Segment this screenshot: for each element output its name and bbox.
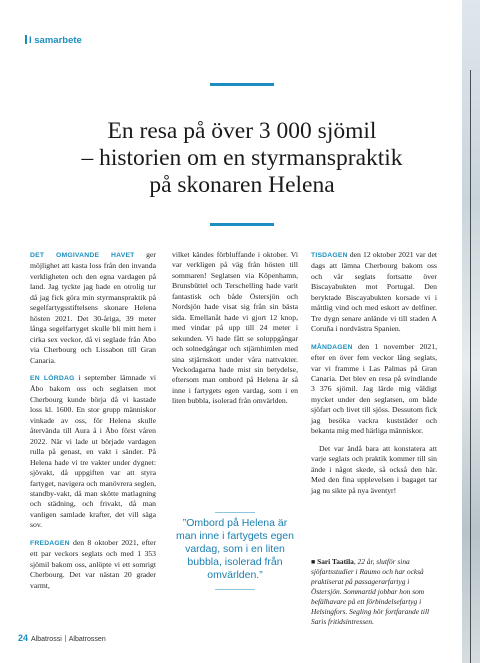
paragraph-text: ger möjlighet att kasta loss från den invanda verkligheten och den egna vardagen på land. Jag tyckte jag hade en otrolig tur då jag fick göra min styrmanspraktik på segelfartygsstiftelsens skonare Helena hösten 2021. Det 30-åriga, 39 meter långa segelfartyget skulle bli mitt hem i cirka sex veckor, då vi seglade från Åbo via Cherbourg och Lissabon till Gran Canaria. <box>30 250 156 365</box>
lead-in: DET OMGIVANDE HAVET <box>30 252 135 259</box>
quote-rule-top <box>215 512 255 513</box>
paragraph <box>30 373 156 531</box>
headline-line-1: En resa på över 3 000 sjömil <box>107 118 377 144</box>
lead-in: TISDAGEN <box>311 252 348 259</box>
facing-page-photo-edge <box>462 0 480 663</box>
lead-in: MÅNDAGEN <box>311 343 353 351</box>
quote-rule-bottom <box>215 589 255 590</box>
magazine-name-fi: Albatrossi <box>31 636 62 643</box>
paragraph <box>30 538 156 591</box>
lead-in: EN LÖRDAG <box>30 374 75 382</box>
author-bio-text: , 22 år, slutför sina sjöfartsstudier i Raumo och har också praktiserat på passagerarfartyg i Östersjön. Sommartid jobbar hon som befälhavare på ett förbindelsefartyg i Helsingfors. Segling hör fortfarande till Saris fritidsintressen. <box>311 557 430 626</box>
page-footer <box>18 633 106 643</box>
article-column-3 <box>311 250 437 503</box>
lead-in: FREDAGEN <box>30 539 70 547</box>
section-marker <box>25 35 27 44</box>
paragraph-text: i september lämnade vi Åbo bakom oss och seglatsen mot Cherbourg kunde börja då vi kastade loss kl. 1600. En stor grupp människor vinkade av oss, för Helena skulle återvända till Aura å i Åbo först våren 2022. När vi lade ut började vardagen rulla på genast, en vakt i sänder. På Helena hade vi tre vakter under dygnet: sjövakt, då uppgiften var att styra fartyget, navigera och manövrera seglen, standby-vakt, då man skötte matlagning och städning, och frivakt, då man vanligen samlade krafter, det vill säga sov. <box>30 372 156 530</box>
headline-line-2: – historien om en styrmanspraktik <box>81 145 403 171</box>
magazine-name-sv: Albatrossen <box>68 636 106 643</box>
pull-quote-text: ”Ombord på Helena är man inne i fartygets egen vardag, som i en liten bubbla, isolerad från omvärlden.” <box>176 517 294 581</box>
square-icon: ■ <box>311 558 316 566</box>
pull-quote <box>172 512 298 590</box>
footer-divider <box>65 635 66 642</box>
author-name: Sari Taatila <box>317 557 354 566</box>
paragraph <box>311 250 437 335</box>
article-column-1 <box>30 250 156 598</box>
headline-rule-top <box>210 83 274 86</box>
headline-rule-bottom <box>210 223 274 226</box>
mast-line <box>470 70 471 663</box>
article-column-2 <box>172 250 298 414</box>
paragraph-text: den 12 oktober 2021 var det dags att lämna Cherbourg bakom oss och vår seglats fortsatte över Biscayabukten mot Portugal. Den beryktade Biscayabukten korsade vi i måttlig vind och med eskort av delfiner. Tre dygn senare anlände vi till staden A Coruña i nordvästra Spanien. <box>311 250 437 334</box>
paragraph-text: den 8 oktober 2021, efter ett par veckors seglats och med 1 353 sjömil bakom oss, anlöpte vi ett somrigt Cherbourg. Det var nästan 20 grader varmt, <box>30 537 156 590</box>
paragraph-text: vilket kändes förbluffande i oktober. Vi var verkligen på väg från hösten till sommaren! Seglatsen via Köpenhamn, Brunsbüttel och Terschelling hade varit fantastisk och både Östersjön och Nordsjön hade visat sig från sin bästa sida. Emellanåt hade vi gjort 12 knop, med vindar på upp till 24 meter i sekunden. Vi hade fått se soluppgångar och solnedgångar och stjärnhimlen med sina stjärnskott under våra nattvakter. Veckodagarna hade mist sin betydelse, eftersom man ombord på Helena är så inne i fartygets egen vardag, som i en liten bubbla, isolerad från omvärlden. <box>172 250 298 406</box>
paragraph-text: Det var ändå bara att konstatera att varje seglats och praktik kommer till sin ände i något skede, så också den här. Med den fina upplevelsen i bagaget tar jag nu sikte på nya äventyr! <box>311 443 437 495</box>
paragraph <box>311 444 437 496</box>
paragraph-text: den 1 november 2021, efter en över fem veckor lång seglats, var vi framme i Las Palmas på Gran Canaria. Det blev en resa på svindlande 3 376 sjömil. Jag lärde mig väldigt mycket under den seglatsen, om både sjöfart och livet till sjöss. Dessutom fick jag besöka vackra kuststäder och bekanta mig med härliga människor. <box>311 341 437 436</box>
paragraph <box>311 342 437 437</box>
section-label-text: I samarbete <box>29 35 82 46</box>
section-label <box>25 35 82 46</box>
page-number: 24 <box>18 633 29 643</box>
paragraph <box>172 250 298 407</box>
author-bio <box>311 557 437 627</box>
page-title <box>40 118 444 199</box>
paragraph <box>30 250 156 366</box>
headline-line-3: på skonaren Helena <box>149 172 335 198</box>
